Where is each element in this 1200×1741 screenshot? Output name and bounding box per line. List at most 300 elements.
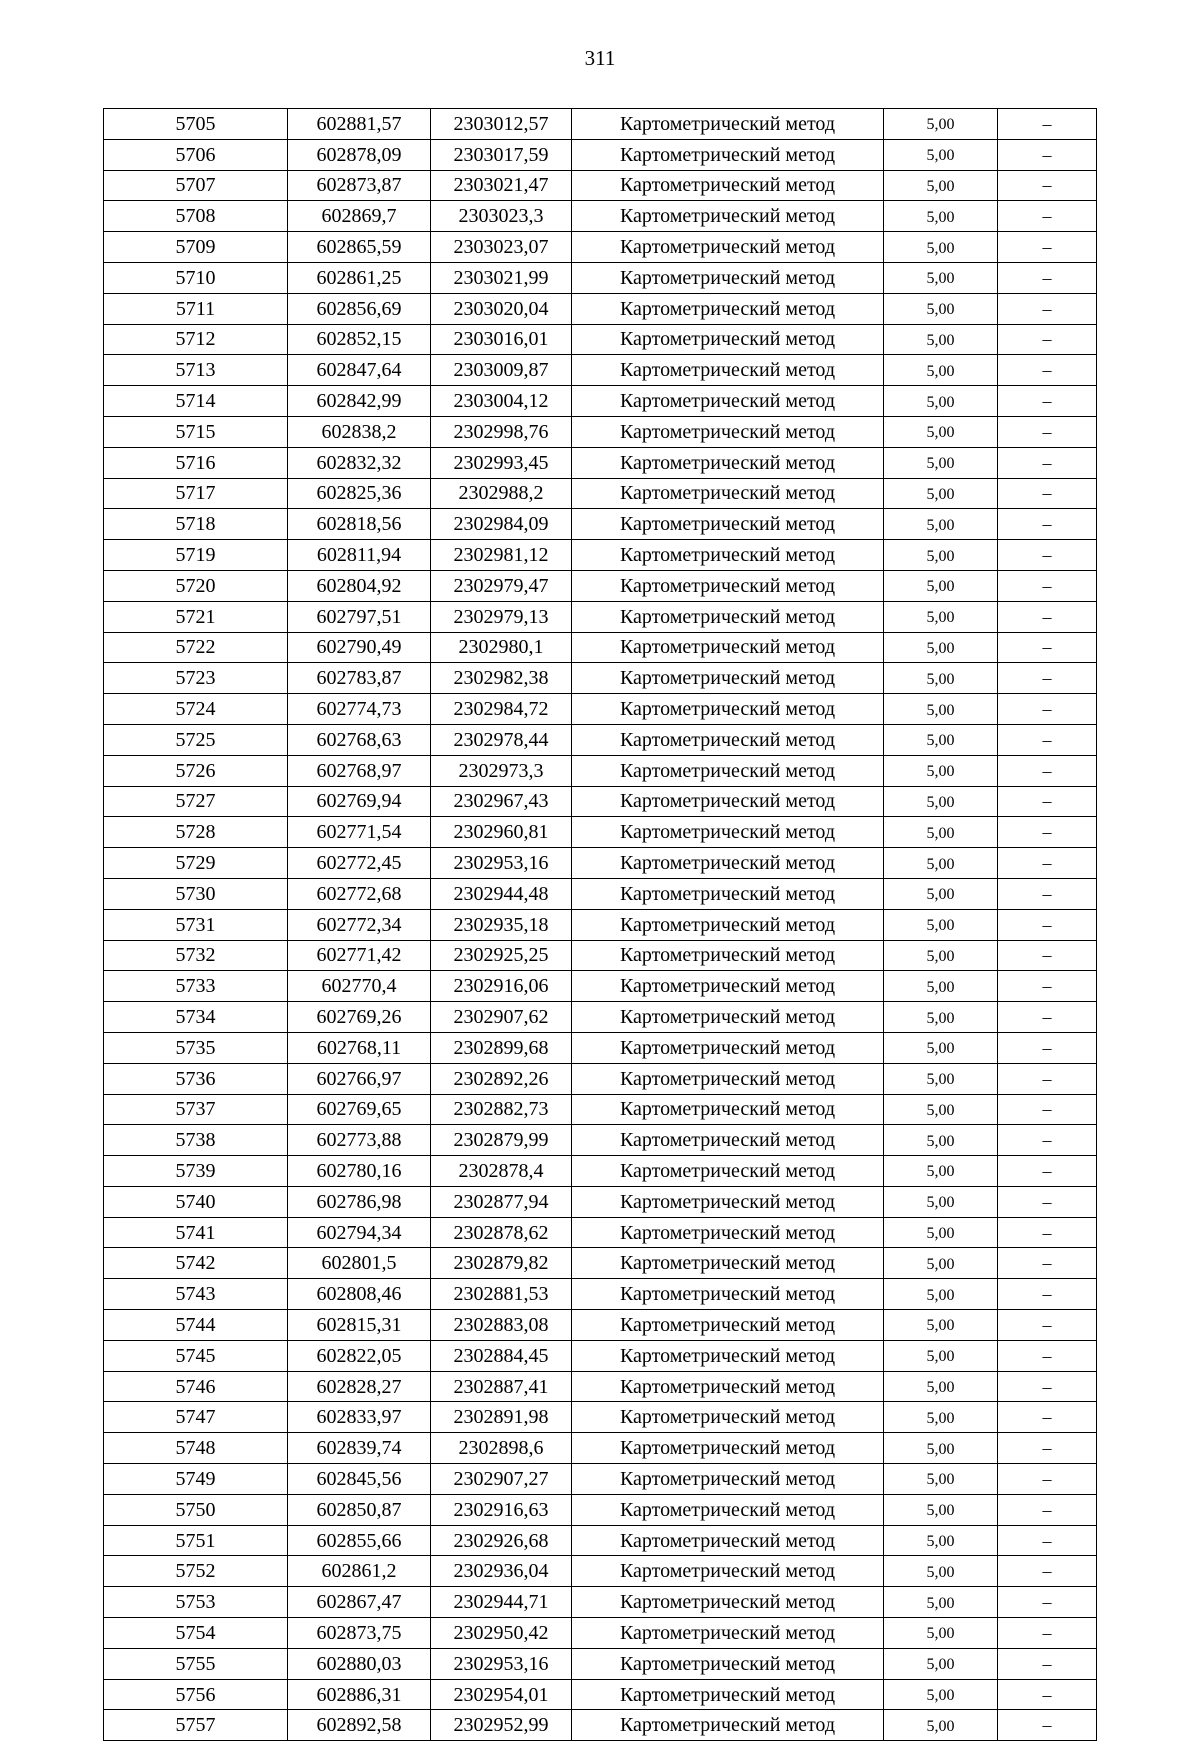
y-coordinate-cell: 2302950,42	[431, 1618, 572, 1649]
coordinates-table-body	[104, 109, 1097, 1741]
extra-cell: –	[998, 909, 1097, 940]
method-cell: Картометрический метод	[572, 1125, 884, 1156]
table-row	[104, 1464, 1097, 1495]
accuracy-cell: 5,00	[884, 909, 998, 940]
accuracy-cell: 5,00	[884, 386, 998, 417]
method-cell: Картометрический метод	[572, 293, 884, 324]
accuracy-cell: 5,00	[884, 1587, 998, 1618]
extra-cell: –	[998, 1032, 1097, 1063]
point-number-cell: 5757	[104, 1710, 288, 1741]
extra-cell: –	[998, 1464, 1097, 1495]
extra-cell: –	[998, 663, 1097, 694]
extra-cell: –	[998, 1371, 1097, 1402]
extra-cell: –	[998, 1186, 1097, 1217]
method-cell: Картометрический метод	[572, 1556, 884, 1587]
table-row	[104, 878, 1097, 909]
table-row	[104, 540, 1097, 571]
extra-cell: –	[998, 694, 1097, 725]
extra-cell: –	[998, 139, 1097, 170]
x-coordinate-cell: 602822,05	[288, 1340, 431, 1371]
x-coordinate-cell: 602786,98	[288, 1186, 431, 1217]
table-row	[104, 601, 1097, 632]
method-cell: Картометрический метод	[572, 1217, 884, 1248]
x-coordinate-cell: 602869,7	[288, 201, 431, 232]
accuracy-cell: 5,00	[884, 262, 998, 293]
y-coordinate-cell: 2302881,53	[431, 1279, 572, 1310]
extra-cell: –	[998, 817, 1097, 848]
method-cell: Картометрический метод	[572, 817, 884, 848]
y-coordinate-cell: 2302884,45	[431, 1340, 572, 1371]
table-row	[104, 570, 1097, 601]
x-coordinate-cell: 602842,99	[288, 386, 431, 417]
x-coordinate-cell: 602847,64	[288, 355, 431, 386]
method-cell: Картометрический метод	[572, 1710, 884, 1741]
point-number-cell: 5744	[104, 1310, 288, 1341]
y-coordinate-cell: 2302984,09	[431, 509, 572, 540]
method-cell: Картометрический метод	[572, 786, 884, 817]
extra-cell: –	[998, 1340, 1097, 1371]
table-row	[104, 1371, 1097, 1402]
point-number-cell: 5733	[104, 971, 288, 1002]
point-number-cell: 5756	[104, 1679, 288, 1710]
method-cell: Картометрический метод	[572, 1094, 884, 1125]
extra-cell: –	[998, 478, 1097, 509]
y-coordinate-cell: 2302979,13	[431, 601, 572, 632]
table-row	[104, 786, 1097, 817]
method-cell: Картометрический метод	[572, 509, 884, 540]
method-cell: Картометрический метод	[572, 1279, 884, 1310]
x-coordinate-cell: 602768,63	[288, 724, 431, 755]
x-coordinate-cell: 602771,54	[288, 817, 431, 848]
method-cell: Картометрический метод	[572, 601, 884, 632]
table-row	[104, 324, 1097, 355]
x-coordinate-cell: 602850,87	[288, 1494, 431, 1525]
x-coordinate-cell: 602768,97	[288, 755, 431, 786]
extra-cell: –	[998, 1279, 1097, 1310]
table-row	[104, 139, 1097, 170]
y-coordinate-cell: 2303017,59	[431, 139, 572, 170]
method-cell: Картометрический метод	[572, 1618, 884, 1649]
extra-cell: –	[998, 1679, 1097, 1710]
x-coordinate-cell: 602878,09	[288, 139, 431, 170]
method-cell: Картометрический метод	[572, 694, 884, 725]
method-cell: Картометрический метод	[572, 632, 884, 663]
extra-cell: –	[998, 570, 1097, 601]
y-coordinate-cell: 2302979,47	[431, 570, 572, 601]
table-row	[104, 1032, 1097, 1063]
extra-cell: –	[998, 1094, 1097, 1125]
x-coordinate-cell: 602783,87	[288, 663, 431, 694]
extra-cell: –	[998, 878, 1097, 909]
accuracy-cell: 5,00	[884, 632, 998, 663]
x-coordinate-cell: 602772,68	[288, 878, 431, 909]
point-number-cell: 5727	[104, 786, 288, 817]
table-row	[104, 509, 1097, 540]
accuracy-cell: 5,00	[884, 1464, 998, 1495]
table-row	[104, 1186, 1097, 1217]
y-coordinate-cell: 2302993,45	[431, 447, 572, 478]
method-cell: Картометрический метод	[572, 1679, 884, 1710]
y-coordinate-cell: 2302981,12	[431, 540, 572, 571]
x-coordinate-cell: 602772,45	[288, 848, 431, 879]
accuracy-cell: 5,00	[884, 694, 998, 725]
accuracy-cell: 5,00	[884, 663, 998, 694]
accuracy-cell: 5,00	[884, 878, 998, 909]
table-row	[104, 1402, 1097, 1433]
extra-cell: –	[998, 786, 1097, 817]
table-row	[104, 1094, 1097, 1125]
y-coordinate-cell: 2302935,18	[431, 909, 572, 940]
table-row	[104, 262, 1097, 293]
accuracy-cell: 5,00	[884, 109, 998, 140]
method-cell: Картометрический метод	[572, 1464, 884, 1495]
page-number: 311	[584, 46, 616, 70]
method-cell: Картометрический метод	[572, 878, 884, 909]
table-row	[104, 1340, 1097, 1371]
accuracy-cell: 5,00	[884, 293, 998, 324]
point-number-cell: 5741	[104, 1217, 288, 1248]
method-cell: Картометрический метод	[572, 1494, 884, 1525]
point-number-cell: 5736	[104, 1063, 288, 1094]
x-coordinate-cell: 602769,26	[288, 1002, 431, 1033]
point-number-cell: 5706	[104, 139, 288, 170]
extra-cell: –	[998, 1217, 1097, 1248]
point-number-cell: 5738	[104, 1125, 288, 1156]
method-cell: Картометрический метод	[572, 1525, 884, 1556]
table-row	[104, 1618, 1097, 1649]
y-coordinate-cell: 2302926,68	[431, 1525, 572, 1556]
table-row	[104, 909, 1097, 940]
extra-cell: –	[998, 324, 1097, 355]
method-cell: Картометрический метод	[572, 386, 884, 417]
y-coordinate-cell: 2302982,38	[431, 663, 572, 694]
x-coordinate-cell: 602771,42	[288, 940, 431, 971]
point-number-cell: 5724	[104, 694, 288, 725]
point-number-cell: 5726	[104, 755, 288, 786]
method-cell: Картометрический метод	[572, 1186, 884, 1217]
point-number-cell: 5755	[104, 1648, 288, 1679]
extra-cell: –	[998, 601, 1097, 632]
method-cell: Картометрический метод	[572, 1248, 884, 1279]
y-coordinate-cell: 2302899,68	[431, 1032, 572, 1063]
x-coordinate-cell: 602772,34	[288, 909, 431, 940]
point-number-cell: 5753	[104, 1587, 288, 1618]
point-number-cell: 5729	[104, 848, 288, 879]
extra-cell: –	[998, 201, 1097, 232]
y-coordinate-cell: 2302907,27	[431, 1464, 572, 1495]
x-coordinate-cell: 602801,5	[288, 1248, 431, 1279]
accuracy-cell: 5,00	[884, 1156, 998, 1187]
x-coordinate-cell: 602774,73	[288, 694, 431, 725]
extra-cell: –	[998, 447, 1097, 478]
x-coordinate-cell: 602780,16	[288, 1156, 431, 1187]
accuracy-cell: 5,00	[884, 817, 998, 848]
y-coordinate-cell: 2302882,73	[431, 1094, 572, 1125]
accuracy-cell: 5,00	[884, 1002, 998, 1033]
accuracy-cell: 5,00	[884, 786, 998, 817]
point-number-cell: 5737	[104, 1094, 288, 1125]
table-row	[104, 694, 1097, 725]
accuracy-cell: 5,00	[884, 1248, 998, 1279]
y-coordinate-cell: 2302925,25	[431, 940, 572, 971]
accuracy-cell: 5,00	[884, 1710, 998, 1741]
table-row	[104, 355, 1097, 386]
x-coordinate-cell: 602839,74	[288, 1433, 431, 1464]
y-coordinate-cell: 2303004,12	[431, 386, 572, 417]
extra-cell: –	[998, 940, 1097, 971]
table-row	[104, 1217, 1097, 1248]
accuracy-cell: 5,00	[884, 1310, 998, 1341]
extra-cell: –	[998, 1248, 1097, 1279]
x-coordinate-cell: 602852,15	[288, 324, 431, 355]
y-coordinate-cell: 2302980,1	[431, 632, 572, 663]
x-coordinate-cell: 602855,66	[288, 1525, 431, 1556]
x-coordinate-cell: 602769,65	[288, 1094, 431, 1125]
method-cell: Картометрический метод	[572, 909, 884, 940]
x-coordinate-cell: 602880,03	[288, 1648, 431, 1679]
accuracy-cell: 5,00	[884, 509, 998, 540]
x-coordinate-cell: 602845,56	[288, 1464, 431, 1495]
accuracy-cell: 5,00	[884, 1340, 998, 1371]
x-coordinate-cell: 602861,2	[288, 1556, 431, 1587]
table-row	[104, 416, 1097, 447]
point-number-cell: 5754	[104, 1618, 288, 1649]
method-cell: Картометрический метод	[572, 1587, 884, 1618]
point-number-cell: 5712	[104, 324, 288, 355]
y-coordinate-cell: 2302984,72	[431, 694, 572, 725]
x-coordinate-cell: 602832,32	[288, 447, 431, 478]
y-coordinate-cell: 2302967,43	[431, 786, 572, 817]
accuracy-cell: 5,00	[884, 1494, 998, 1525]
extra-cell: –	[998, 1556, 1097, 1587]
point-number-cell: 5709	[104, 232, 288, 263]
table-row	[104, 1587, 1097, 1618]
extra-cell: –	[998, 632, 1097, 663]
extra-cell: –	[998, 1648, 1097, 1679]
extra-cell: –	[998, 1618, 1097, 1649]
extra-cell: –	[998, 1710, 1097, 1741]
x-coordinate-cell: 602794,34	[288, 1217, 431, 1248]
accuracy-cell: 5,00	[884, 1186, 998, 1217]
y-coordinate-cell: 2302887,41	[431, 1371, 572, 1402]
y-coordinate-cell: 2302953,16	[431, 1648, 572, 1679]
y-coordinate-cell: 2302878,62	[431, 1217, 572, 1248]
accuracy-cell: 5,00	[884, 416, 998, 447]
y-coordinate-cell: 2302998,76	[431, 416, 572, 447]
point-number-cell: 5732	[104, 940, 288, 971]
y-coordinate-cell: 2303016,01	[431, 324, 572, 355]
y-coordinate-cell: 2302898,6	[431, 1433, 572, 1464]
method-cell: Картометрический метод	[572, 447, 884, 478]
accuracy-cell: 5,00	[884, 1371, 998, 1402]
y-coordinate-cell: 2303012,57	[431, 109, 572, 140]
point-number-cell: 5717	[104, 478, 288, 509]
table-row	[104, 1556, 1097, 1587]
accuracy-cell: 5,00	[884, 232, 998, 263]
accuracy-cell: 5,00	[884, 1125, 998, 1156]
y-coordinate-cell: 2303023,3	[431, 201, 572, 232]
extra-cell: –	[998, 848, 1097, 879]
extra-cell: –	[998, 1402, 1097, 1433]
method-cell: Картометрический метод	[572, 262, 884, 293]
y-coordinate-cell: 2302907,62	[431, 1002, 572, 1033]
method-cell: Картометрический метод	[572, 139, 884, 170]
point-number-cell: 5708	[104, 201, 288, 232]
x-coordinate-cell: 602865,59	[288, 232, 431, 263]
accuracy-cell: 5,00	[884, 478, 998, 509]
point-number-cell: 5719	[104, 540, 288, 571]
point-number-cell: 5740	[104, 1186, 288, 1217]
table-row	[104, 724, 1097, 755]
accuracy-cell: 5,00	[884, 570, 998, 601]
accuracy-cell: 5,00	[884, 755, 998, 786]
y-coordinate-cell: 2302936,04	[431, 1556, 572, 1587]
extra-cell: –	[998, 232, 1097, 263]
y-coordinate-cell: 2303021,99	[431, 262, 572, 293]
method-cell: Картометрический метод	[572, 1648, 884, 1679]
accuracy-cell: 5,00	[884, 1402, 998, 1433]
table-row	[104, 293, 1097, 324]
table-row	[104, 817, 1097, 848]
point-number-cell: 5718	[104, 509, 288, 540]
y-coordinate-cell: 2302954,01	[431, 1679, 572, 1710]
extra-cell: –	[998, 1525, 1097, 1556]
table-row	[104, 1125, 1097, 1156]
table-row	[104, 386, 1097, 417]
y-coordinate-cell: 2303021,47	[431, 170, 572, 201]
point-number-cell: 5747	[104, 1402, 288, 1433]
y-coordinate-cell: 2302883,08	[431, 1310, 572, 1341]
point-number-cell: 5734	[104, 1002, 288, 1033]
y-coordinate-cell: 2302952,99	[431, 1710, 572, 1741]
method-cell: Картометрический метод	[572, 1371, 884, 1402]
x-coordinate-cell: 602790,49	[288, 632, 431, 663]
x-coordinate-cell: 602861,25	[288, 262, 431, 293]
x-coordinate-cell: 602815,31	[288, 1310, 431, 1341]
method-cell: Картометрический метод	[572, 1063, 884, 1094]
x-coordinate-cell: 602892,58	[288, 1710, 431, 1741]
method-cell: Картометрический метод	[572, 109, 884, 140]
method-cell: Картометрический метод	[572, 1156, 884, 1187]
table-row	[104, 1002, 1097, 1033]
table-row	[104, 940, 1097, 971]
extra-cell: –	[998, 1433, 1097, 1464]
method-cell: Картометрический метод	[572, 1433, 884, 1464]
table-row	[104, 1156, 1097, 1187]
point-number-cell: 5748	[104, 1433, 288, 1464]
point-number-cell: 5735	[104, 1032, 288, 1063]
point-number-cell: 5714	[104, 386, 288, 417]
x-coordinate-cell: 602881,57	[288, 109, 431, 140]
method-cell: Картометрический метод	[572, 478, 884, 509]
accuracy-cell: 5,00	[884, 848, 998, 879]
accuracy-cell: 5,00	[884, 324, 998, 355]
method-cell: Картометрический метод	[572, 201, 884, 232]
point-number-cell: 5745	[104, 1340, 288, 1371]
extra-cell: –	[998, 971, 1097, 1002]
x-coordinate-cell: 602838,2	[288, 416, 431, 447]
x-coordinate-cell: 602768,11	[288, 1032, 431, 1063]
accuracy-cell: 5,00	[884, 1063, 998, 1094]
x-coordinate-cell: 602818,56	[288, 509, 431, 540]
point-number-cell: 5743	[104, 1279, 288, 1310]
method-cell: Картометрический метод	[572, 663, 884, 694]
y-coordinate-cell: 2302978,44	[431, 724, 572, 755]
accuracy-cell: 5,00	[884, 540, 998, 571]
point-number-cell: 5728	[104, 817, 288, 848]
table-row	[104, 201, 1097, 232]
y-coordinate-cell: 2302944,71	[431, 1587, 572, 1618]
table-row	[104, 663, 1097, 694]
y-coordinate-cell: 2302916,63	[431, 1494, 572, 1525]
table-row	[104, 1679, 1097, 1710]
method-cell: Картометрический метод	[572, 416, 884, 447]
method-cell: Картометрический метод	[572, 1402, 884, 1433]
x-coordinate-cell: 602825,36	[288, 478, 431, 509]
extra-cell: –	[998, 755, 1097, 786]
extra-cell: –	[998, 1002, 1097, 1033]
method-cell: Картометрический метод	[572, 724, 884, 755]
extra-cell: –	[998, 109, 1097, 140]
extra-cell: –	[998, 416, 1097, 447]
x-coordinate-cell: 602797,51	[288, 601, 431, 632]
method-cell: Картометрический метод	[572, 1032, 884, 1063]
point-number-cell: 5722	[104, 632, 288, 663]
point-number-cell: 5746	[104, 1371, 288, 1402]
x-coordinate-cell: 602769,94	[288, 786, 431, 817]
point-number-cell: 5710	[104, 262, 288, 293]
accuracy-cell: 5,00	[884, 601, 998, 632]
point-number-cell: 5725	[104, 724, 288, 755]
y-coordinate-cell: 2302892,26	[431, 1063, 572, 1094]
extra-cell: –	[998, 1125, 1097, 1156]
accuracy-cell: 5,00	[884, 940, 998, 971]
y-coordinate-cell: 2302916,06	[431, 971, 572, 1002]
y-coordinate-cell: 2302879,99	[431, 1125, 572, 1156]
point-number-cell: 5720	[104, 570, 288, 601]
accuracy-cell: 5,00	[884, 724, 998, 755]
method-cell: Картометрический метод	[572, 971, 884, 1002]
extra-cell: –	[998, 386, 1097, 417]
y-coordinate-cell: 2302891,98	[431, 1402, 572, 1433]
point-number-cell: 5715	[104, 416, 288, 447]
table-row	[104, 971, 1097, 1002]
extra-cell: –	[998, 1587, 1097, 1618]
extra-cell: –	[998, 293, 1097, 324]
y-coordinate-cell: 2302960,81	[431, 817, 572, 848]
point-number-cell: 5749	[104, 1464, 288, 1495]
y-coordinate-cell: 2302877,94	[431, 1186, 572, 1217]
method-cell: Картометрический метод	[572, 540, 884, 571]
extra-cell: –	[998, 170, 1097, 201]
table-row	[104, 1494, 1097, 1525]
method-cell: Картометрический метод	[572, 570, 884, 601]
accuracy-cell: 5,00	[884, 1217, 998, 1248]
accuracy-cell: 5,00	[884, 1679, 998, 1710]
method-cell: Картометрический метод	[572, 755, 884, 786]
method-cell: Картометрический метод	[572, 940, 884, 971]
table-row	[104, 1310, 1097, 1341]
x-coordinate-cell: 602773,88	[288, 1125, 431, 1156]
table-row	[104, 232, 1097, 263]
extra-cell: –	[998, 262, 1097, 293]
accuracy-cell: 5,00	[884, 1279, 998, 1310]
point-number-cell: 5731	[104, 909, 288, 940]
accuracy-cell: 5,00	[884, 1433, 998, 1464]
accuracy-cell: 5,00	[884, 1094, 998, 1125]
point-number-cell: 5751	[104, 1525, 288, 1556]
x-coordinate-cell: 602833,97	[288, 1402, 431, 1433]
